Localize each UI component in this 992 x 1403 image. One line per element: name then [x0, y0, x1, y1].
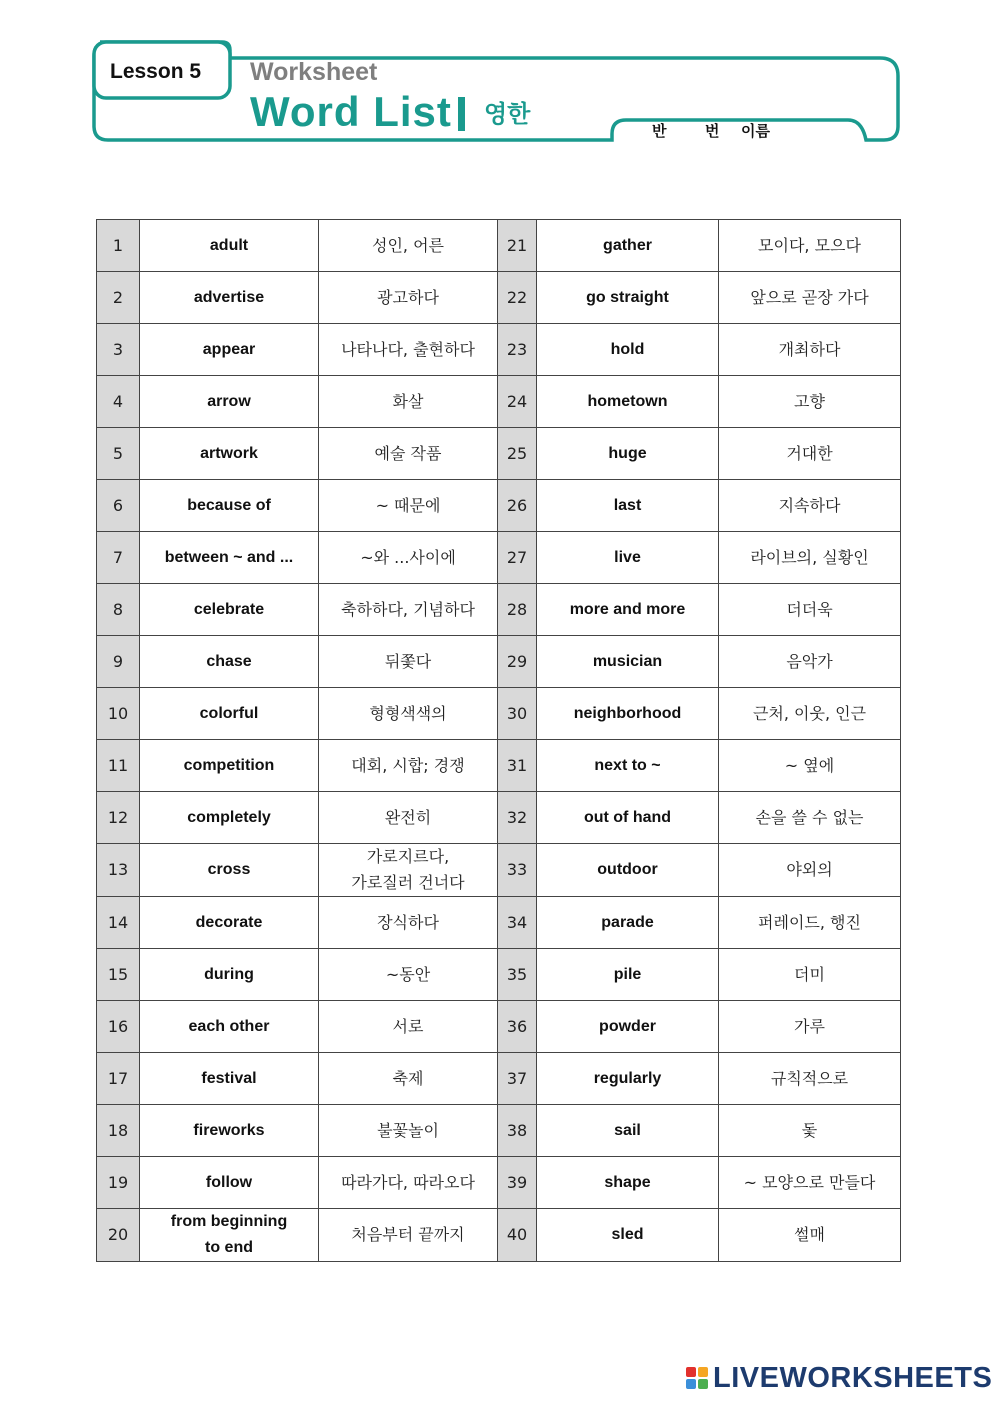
english-word: last [537, 480, 719, 532]
table-row [97, 792, 901, 844]
word-number: 3 [97, 324, 140, 376]
english-word: decorate [140, 897, 319, 949]
korean-meaning: 장식하다 [319, 897, 498, 949]
korean-meaning: 개최하다 [719, 324, 901, 376]
table-row [97, 272, 901, 324]
word-number: 13 [97, 844, 140, 897]
word-number: 8 [97, 584, 140, 636]
english-word: shape [537, 1157, 719, 1209]
english-word: sled [537, 1209, 719, 1262]
english-word: adult [140, 220, 319, 272]
word-number: 33 [498, 844, 537, 897]
korean-meaning: 광고하다 [319, 272, 498, 324]
table-row [97, 324, 901, 376]
english-word: fireworks [140, 1105, 319, 1157]
word-list-body [97, 220, 901, 1262]
table-row [97, 428, 901, 480]
english-word: during [140, 949, 319, 1001]
korean-meaning: 완전히 [319, 792, 498, 844]
korean-meaning: 나타나다, 출현하다 [319, 324, 498, 376]
word-number: 34 [498, 897, 537, 949]
english-word: hold [537, 324, 719, 376]
korean-meaning: ~ 때문에 [319, 480, 498, 532]
word-number: 2 [97, 272, 140, 324]
table-row [97, 532, 901, 584]
table-row [97, 844, 901, 897]
english-word: neighborhood [537, 688, 719, 740]
word-number: 16 [97, 1001, 140, 1053]
word-number: 12 [97, 792, 140, 844]
word-number: 30 [498, 688, 537, 740]
worksheet-label: Worksheet [250, 58, 378, 86]
english-word: go straight [537, 272, 719, 324]
lesson-label: Lesson 5 [110, 60, 202, 83]
table-row [97, 1105, 901, 1157]
korean-meaning: 축하하다, 기념하다 [319, 584, 498, 636]
korean-meaning: 지속하다 [719, 480, 901, 532]
word-number: 14 [97, 897, 140, 949]
word-number: 11 [97, 740, 140, 792]
english-word: artwork [140, 428, 319, 480]
word-number: 38 [498, 1105, 537, 1157]
korean-meaning: 불꽃놀이 [319, 1105, 498, 1157]
number-field-label: 번 [705, 122, 720, 140]
word-number: 17 [97, 1053, 140, 1105]
english-word: follow [140, 1157, 319, 1209]
worksheet-header [0, 0, 992, 200]
word-number: 5 [97, 428, 140, 480]
korean-meaning: 규칙적으로 [719, 1053, 901, 1105]
table-row [97, 740, 901, 792]
brand-name: LIVEWORKSHEETS [713, 1362, 992, 1394]
page-title: Word List [250, 88, 452, 135]
english-word: from beginning to end [140, 1209, 319, 1262]
table-row [97, 1157, 901, 1209]
table-row [97, 480, 901, 532]
word-number: 22 [498, 272, 537, 324]
class-field-label: 반 [652, 122, 667, 140]
word-number: 27 [498, 532, 537, 584]
word-number: 1 [97, 220, 140, 272]
korean-meaning: 가로지르다, 가로질러 건너다 [319, 844, 498, 897]
table-row [97, 897, 901, 949]
table-row [97, 949, 901, 1001]
english-word: completely [140, 792, 319, 844]
english-word: competition [140, 740, 319, 792]
english-word: pile [537, 949, 719, 1001]
word-number: 29 [498, 636, 537, 688]
table-row [97, 636, 901, 688]
korean-meaning: 대회, 시합; 경쟁 [319, 740, 498, 792]
liveworksheets-logo-icon [686, 1367, 708, 1389]
english-word: colorful [140, 688, 319, 740]
word-list-table [96, 219, 901, 1262]
english-word: each other [140, 1001, 319, 1053]
korean-meaning: 거대한 [719, 428, 901, 480]
korean-meaning: 야외의 [719, 844, 901, 897]
korean-meaning: ~ 옆에 [719, 740, 901, 792]
word-number: 15 [97, 949, 140, 1001]
korean-meaning: 음악가 [719, 636, 901, 688]
korean-meaning: 따라가다, 따라오다 [319, 1157, 498, 1209]
korean-meaning: 형형색색의 [319, 688, 498, 740]
word-number: 31 [498, 740, 537, 792]
english-word: out of hand [537, 792, 719, 844]
korean-meaning: 축제 [319, 1053, 498, 1105]
english-word: outdoor [537, 844, 719, 897]
word-number: 18 [97, 1105, 140, 1157]
table-row [97, 688, 901, 740]
korean-meaning: 손을 쓸 수 없는 [719, 792, 901, 844]
table-row [97, 1001, 901, 1053]
korean-meaning: 서로 [319, 1001, 498, 1053]
korean-meaning: 가루 [719, 1001, 901, 1053]
word-number: 6 [97, 480, 140, 532]
english-word: festival [140, 1053, 319, 1105]
english-word: powder [537, 1001, 719, 1053]
korean-meaning: ~와 ...사이에 [319, 532, 498, 584]
korean-meaning: 성인, 어른 [319, 220, 498, 272]
english-word: next to ~ [537, 740, 719, 792]
english-word: sail [537, 1105, 719, 1157]
word-number: 23 [498, 324, 537, 376]
english-word: more and more [537, 584, 719, 636]
name-field-label: 이름 [741, 122, 770, 140]
korean-meaning: ~동안 [319, 949, 498, 1001]
table-row [97, 1209, 901, 1262]
word-number: 20 [97, 1209, 140, 1262]
korean-meaning: ~ 모양으로 만들다 [719, 1157, 901, 1209]
korean-meaning: 라이브의, 실황인 [719, 532, 901, 584]
english-word: because of [140, 480, 319, 532]
english-word: cross [140, 844, 319, 897]
table-row [97, 220, 901, 272]
word-number: 4 [97, 376, 140, 428]
korean-meaning: 돛 [719, 1105, 901, 1157]
word-number: 24 [498, 376, 537, 428]
korean-meaning: 앞으로 곧장 가다 [719, 272, 901, 324]
word-number: 28 [498, 584, 537, 636]
korean-meaning: 뒤쫓다 [319, 636, 498, 688]
word-number: 10 [97, 688, 140, 740]
english-word: chase [140, 636, 319, 688]
word-number: 7 [97, 532, 140, 584]
korean-meaning: 썰매 [719, 1209, 901, 1262]
korean-meaning: 근처, 이웃, 인근 [719, 688, 901, 740]
korean-meaning: 더더욱 [719, 584, 901, 636]
english-word: parade [537, 897, 719, 949]
korean-meaning: 모이다, 모으다 [719, 220, 901, 272]
table-row [97, 1053, 901, 1105]
korean-meaning: 화살 [319, 376, 498, 428]
word-number: 25 [498, 428, 537, 480]
word-number: 37 [498, 1053, 537, 1105]
english-word: regularly [537, 1053, 719, 1105]
word-number: 9 [97, 636, 140, 688]
korean-meaning: 처음부터 끝까지 [319, 1209, 498, 1262]
english-word: appear [140, 324, 319, 376]
english-word: gather [537, 220, 719, 272]
english-word: live [537, 532, 719, 584]
english-word: hometown [537, 376, 719, 428]
korean-meaning: 퍼레이드, 행진 [719, 897, 901, 949]
korean-meaning: 예술 작품 [319, 428, 498, 480]
word-number: 21 [498, 220, 537, 272]
english-word: celebrate [140, 584, 319, 636]
korean-meaning: 고향 [719, 376, 901, 428]
table-row [97, 376, 901, 428]
word-number: 32 [498, 792, 537, 844]
english-word: huge [537, 428, 719, 480]
title-divider [458, 97, 465, 131]
word-number: 36 [498, 1001, 537, 1053]
english-word: musician [537, 636, 719, 688]
word-number: 39 [498, 1157, 537, 1209]
korean-meaning: 더미 [719, 949, 901, 1001]
word-number: 40 [498, 1209, 537, 1262]
english-word: advertise [140, 272, 319, 324]
mode-label: 영한 [484, 100, 531, 128]
table-row [97, 584, 901, 636]
english-word: between ~ and ... [140, 532, 319, 584]
word-number: 19 [97, 1157, 140, 1209]
word-number: 26 [498, 480, 537, 532]
english-word: arrow [140, 376, 319, 428]
word-number: 35 [498, 949, 537, 1001]
